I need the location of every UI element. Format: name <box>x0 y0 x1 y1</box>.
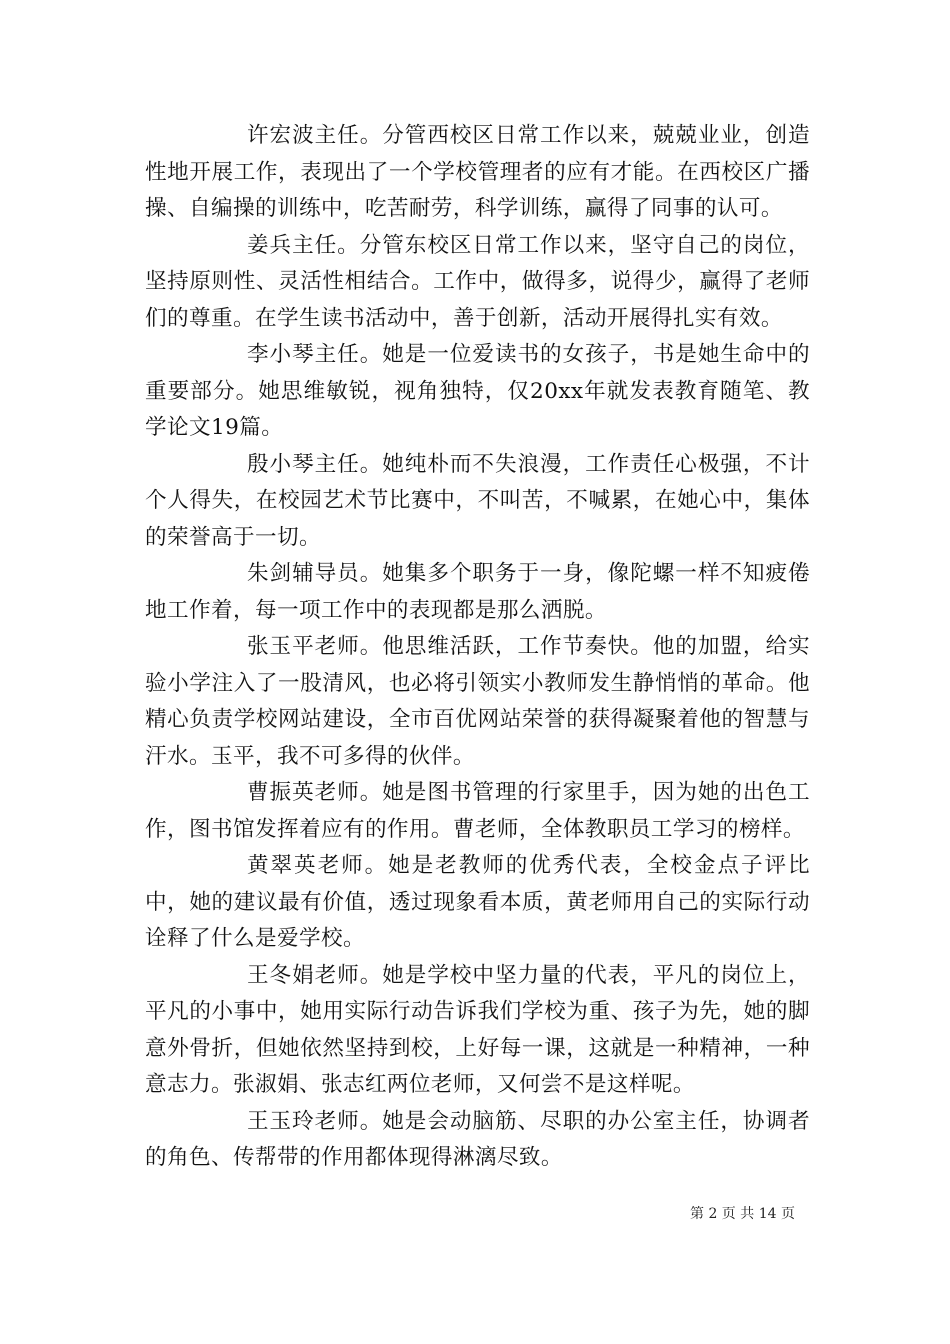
paragraph-jiang-bing: 姜兵主任。分管东校区日常工作以来，坚守自己的岗位，坚持原则性、灵活性相结合。工作中，做得多，说得少，赢得了老师们的尊重。在学生读书活动中，善于创新，活动开展得扎实有效。 <box>145 232 810 331</box>
paragraph-xu-hongbo: 许宏波主任。分管西校区日常工作以来，兢兢业业，创造性地开展工作，表现出了一个学校管理者的应有才能。在西校区广播操、自编操的训练中，吃苦耐劳，科学训练，赢得了同事的认可。 <box>145 123 810 221</box>
paragraph-yin-xiaoqin: 殷小琴主任。她纯朴而不失浪漫，工作责任心极强，不计个人得失，在校园艺术节比赛中，不叫苦，不喊累，在她心中，集体的荣誉高于一切。 <box>145 451 810 550</box>
document-body <box>145 118 810 1177</box>
paragraph-wang-yuling: 王玉玲老师。她是会动脑筋、尽职的办公室主任，协调者的角色、传帮带的作用都体现得淋漓尽致。 <box>145 1108 810 1170</box>
paragraph-wang-dongjuan: 王冬娟老师。她是学校中坚力量的代表，平凡的岗位上，平凡的小事中，她用实际行动告诉我们学校为重、孩子为先，她的脚意外骨折，但她依然坚持到校，上好每一课，这就是一种精神，一种意志力。张淑娟、张志红两位老师，又何尝不是这样呢。 <box>145 962 810 1097</box>
paragraph-huang-cuiying: 黄翠英老师。她是老教师的优秀代表，全校金点子评比中，她的建议最有价值，透过现象看本质，黄老师用自己的实际行动诠释了什么是爱学校。 <box>145 853 810 951</box>
paragraph-li-xiaoqin: 李小琴主任。她是一位爱读书的女孩子，书是她生命中的重要部分。她思维敏锐，视角独特，仅20xx年就发表教育随笔、教学论文19篇。 <box>145 342 810 440</box>
paragraph-zhu-jian: 朱剑辅导员。她集多个职务于一身，像陀螺一样不知疲倦地工作着，每一项工作中的表现都是那么洒脱。 <box>145 561 810 623</box>
page-number-footer: 第 2 页 共 14 页 <box>690 1206 795 1222</box>
paragraph-zhang-yuping: 张玉平老师。他思维活跃，工作节奏快。他的加盟，给实验小学注入了一股清风，也必将引领实小教师发生静悄悄的革命。他精心负责学校网站建设，全市百优网站荣誉的获得凝聚着他的智慧与汗水。玉平，我不可多得的伙伴。 <box>145 634 810 769</box>
paragraph-cao-zhenying: 曹振英老师。她是图书管理的行家里手，因为她的出色工作，图书馆发挥着应有的作用。曹老师，全体教职员工学习的榜样。 <box>145 780 810 842</box>
